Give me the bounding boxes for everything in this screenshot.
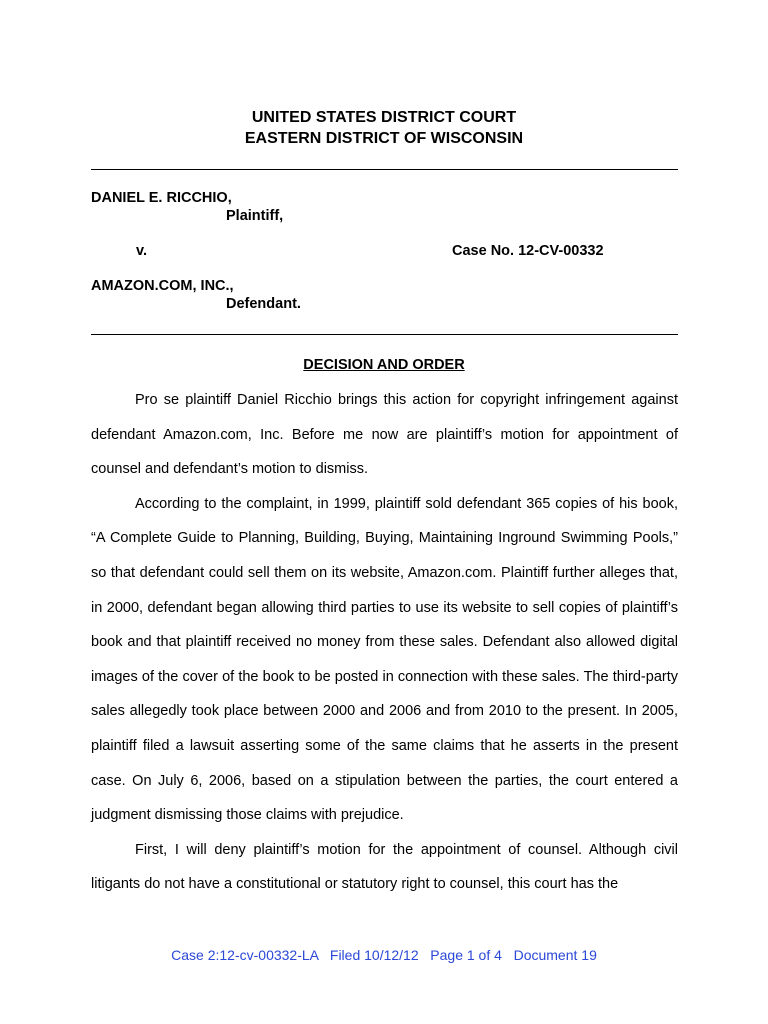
plaintiff-role: Plaintiff,	[226, 208, 284, 224]
body-text	[91, 383, 678, 902]
filing-footer: Case 2:12-cv-00332-LA Filed 10/12/12 Page 1 of 4 Document 19	[171, 947, 597, 963]
paragraph-3: First, I will deny plaintiff’s motion for the appointment of counsel. Although civil litigants do not have a constitutional or statutory right to counsel, this court has the	[91, 841, 678, 893]
caption-top-rule	[91, 169, 678, 170]
defendant-role: Defendant.	[226, 296, 301, 312]
defendant-name: AMAZON.COM, INC.,	[91, 278, 234, 294]
court-name-line-1: UNITED STATES DISTRICT COURT	[251, 109, 517, 126]
case-number: Case No. 12-CV-00332	[452, 243, 604, 259]
document-title: DECISION AND ORDER	[303, 357, 465, 373]
plaintiff-name: DANIEL E. RICCHIO,	[91, 190, 232, 206]
court-name-line-2: EASTERN DISTRICT OF WISCONSIN	[244, 130, 524, 147]
paragraph-1: Pro se plaintiff Daniel Ricchio brings this action for copyright infringement against defendant Amazon.com, Inc. Before me now are plaintiff’s motion for appointment of counsel and defendant’s motion to dismiss.	[91, 392, 678, 478]
versus-label: v.	[136, 243, 148, 259]
paragraph-2: According to the complaint, in 1999, plaintiff sold defendant 365 copies of his book, “A Complete Guide to Planning, Building, Buying, Maintaining Inground Swimming Pools,” so that defendant could sell them on its website, Amazon.com. Plaintiff further alleges that, in 2000, defendant began allowing third parties to use its website to sell copies of plaintiff’s book and that plaintiff received no money from these sales. Defendant also allowed digital images of the cover of the book to be posted in connection with these sales. The third-party sales allegedly took place between 2000 and 2006 and from 2010 to the present. In 2005, plaintiff filed a lawsuit asserting some of the same claims that he asserts in the present case. On July 6, 2006, based on a stipulation between the parties, the court entered a judgment dismissing those claims with prejudice.	[91, 495, 678, 824]
caption-bottom-rule	[91, 334, 678, 335]
